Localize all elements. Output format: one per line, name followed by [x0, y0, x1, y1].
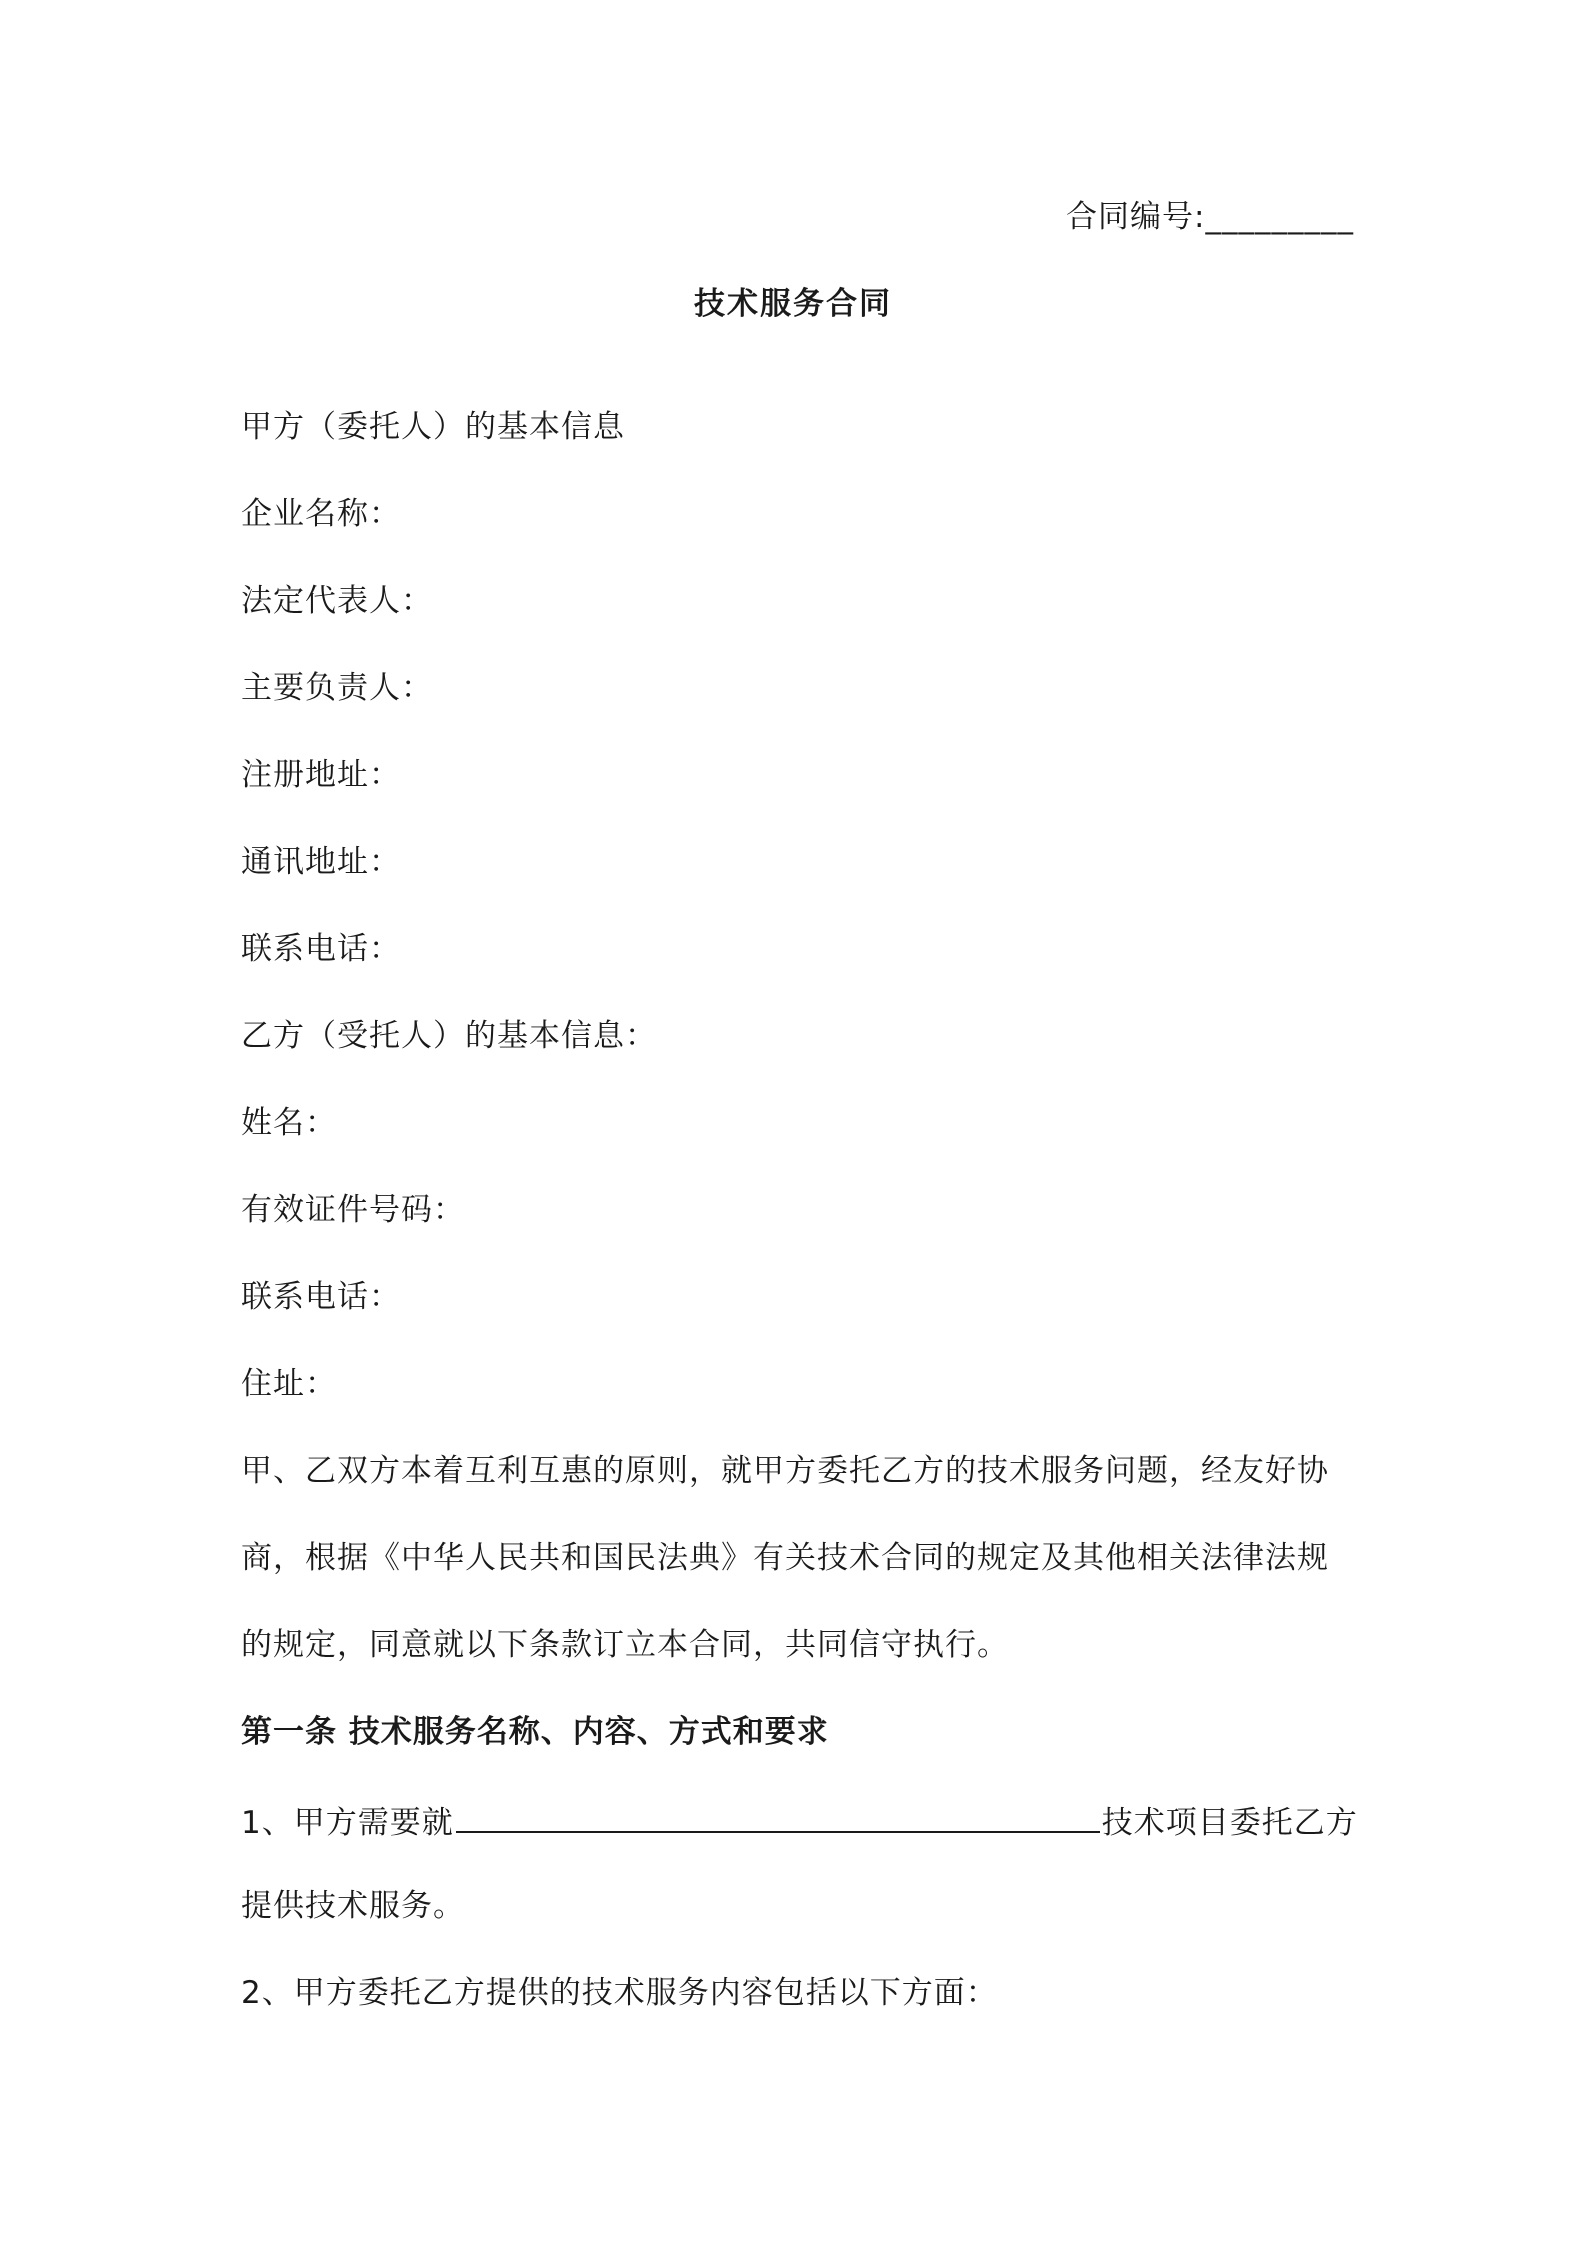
- party-b-name: 姓名：: [241, 1105, 337, 1141]
- article-1-item-1: [241, 1799, 1358, 1843]
- party-a-company-name: 企业名称：: [241, 496, 401, 532]
- party-a-heading: 甲方（委托人）的基本信息: [241, 409, 625, 445]
- item-1-prefix: 1、甲方需要就: [241, 1805, 454, 1841]
- article-1-item-2: 2、甲方委托乙方提供的技术服务内容包括以下方面：: [241, 1975, 998, 2011]
- party-b-id-number: 有效证件号码：: [241, 1192, 465, 1228]
- preamble-line-1: 甲、乙双方本着互利互惠的原则，就甲方委托乙方的技术服务问题，经友好协: [241, 1453, 1329, 1489]
- party-a-principal: 主要负责人：: [241, 670, 433, 706]
- party-a-legal-rep: 法定代表人：: [241, 583, 433, 619]
- party-b-phone: 联系电话：: [241, 1279, 401, 1315]
- party-a-phone: 联系电话：: [241, 931, 401, 967]
- article-1-item-1-continued: 提供技术服务。: [241, 1888, 465, 1924]
- preamble-line-2: 商，根据《中华人民共和国民法典》有关技术合同的规定及其他相关法律法规: [241, 1540, 1329, 1576]
- party-a-registered-address: 注册地址：: [241, 757, 401, 793]
- contract-number: 合同编号:_________: [1066, 199, 1354, 235]
- party-a-mailing-address: 通讯地址：: [241, 844, 401, 880]
- article-1-heading: 第一条 技术服务名称、内容、方式和要求: [241, 1714, 829, 1750]
- party-b-heading: 乙方（受托人）的基本信息：: [241, 1018, 657, 1054]
- preamble-line-3: 的规定，同意就以下条款订立本合同，共同信守执行。: [241, 1627, 1009, 1663]
- document-title: 技术服务合同: [694, 286, 892, 322]
- party-b-address: 住址：: [241, 1366, 337, 1402]
- service-project-blank[interactable]: [456, 1799, 1100, 1833]
- item-1-suffix: 技术项目委托乙方: [1101, 1805, 1358, 1841]
